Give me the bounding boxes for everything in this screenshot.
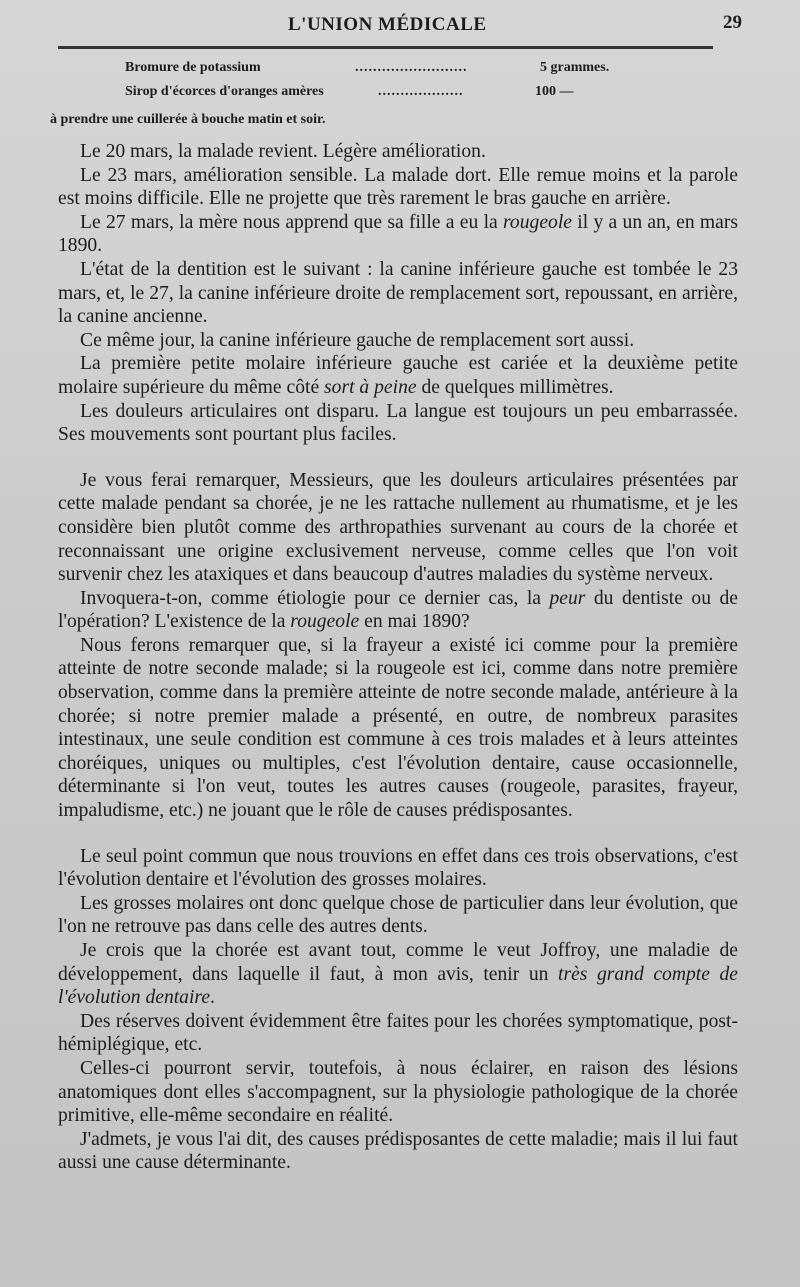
paragraph [58, 939, 738, 1010]
dosage-instruction: à prendre une cuillerée à bouche matin et soir. [50, 112, 326, 127]
italic-term: sort à peine [324, 376, 417, 398]
text-run: en mai 1890? [359, 611, 470, 633]
running-header [58, 12, 742, 42]
paragraph: J'admets, je vous l'ai dit, des causes prédisposantes de cette maladie; mais il lui faut aussi une cause déterminante. [58, 1128, 738, 1174]
drug-quantity: 100 — [535, 84, 574, 99]
paragraph: Le 23 mars, amélioration sensible. La malade dort. Elle remue moins et la parole est moins difficile. Elle ne projette que très rarement le bras gauche en arrière. [58, 164, 738, 210]
text-run: La première petite molaire inférieure gauche est cariée et la deuxième petite molaire supérieure du même côté [58, 353, 738, 398]
paragraph: Les grosses molaires ont donc quelque chose de particulier dans leur évolution, que l'on ne retrouve pas dans celle des autres dents. [58, 892, 738, 938]
paragraph [58, 587, 738, 634]
prescription-block [50, 60, 740, 136]
paragraph: Celles-ci pourront servir, toutefois, à nous éclairer, en raison des lésions anatomiques dont elles s'accompagnent, sur la physiologie pathologique de la chorée primitive, elle-même secondaire en réalité. [58, 1057, 738, 1127]
text-run: Invoquera-t-on, comme étiologie pour ce dernier cas, la [80, 587, 550, 609]
header-rule [58, 46, 713, 49]
drug-name: Bromure de potassium [125, 60, 261, 75]
paragraph: Le seul point commun que nous trouvions en effet dans ces trois observations, c'est l'évolution dentaire et l'évolution des grosses molaires. [58, 845, 738, 891]
journal-title: L'UNION MÉDICALE [288, 14, 487, 35]
paragraph: Des réserves doivent évidemment être faites pour les chorées symptomatique, post-hémiplégique, etc. [58, 1010, 738, 1056]
section-gap [58, 823, 738, 845]
italic-term: peur [549, 587, 586, 609]
page-number: 29 [723, 12, 742, 33]
text-run: . [210, 987, 215, 1009]
text-run: il y a un an, en mars 1890. [58, 211, 738, 257]
leader-dots: ................... [378, 84, 464, 99]
article-body [58, 140, 738, 1175]
italic-term: très grand compte de l'évolution dentaire [58, 963, 738, 1009]
prescription-row [50, 84, 740, 108]
paragraph: Je vous ferai remarquer, Messieurs, que les douleurs articulaires présentées par cette malade pendant sa chorée, je ne les rattache nullement au rhumatisme, et je les considère bien plutôt comme des arthropathies survenant au cours de la chorée et reconnaissant une origine exclusivement nerveuse, comme celles que l'on voit survenir chez les ataxiques et dans beaucoup d'autres maladies du système nerveux. [58, 469, 738, 586]
drug-quantity: 5 grammes. [540, 60, 610, 75]
paragraph: L'état de la dentition est le suivant : la canine inférieure gauche est tombée le 23 mars, et, le 27, la canine inférieure droite de remplacement sort, repoussant, en arrière, la canine ancienne. [58, 258, 738, 328]
paragraph: Ce même jour, la canine inférieure gauche de remplacement sort aussi. [80, 329, 635, 351]
paragraph: Les douleurs articulaires ont disparu. La langue est toujours un peu embarrassée. Ses mouvements sont pourtant plus faciles. [58, 400, 738, 446]
prescription-row [50, 60, 740, 84]
drug-name: Sirop d'écorces d'oranges amères [125, 84, 324, 99]
text-run: Je crois que la chorée est avant tout, comme le veut Joffroy, une maladie de développement, dans laquelle il faut, à mon avis, tenir un [58, 940, 738, 985]
paragraph [58, 211, 738, 258]
paragraph: Nous ferons remarquer que, si la frayeur a existé ici comme pour la première atteinte de notre seconde malade; si la rougeole est ici, comme dans notre première observation, comme dans la première atteinte de notre seconde malade, antérieure à la chorée; si notre premier malade a présenté, en outre, de nombreux parasites intestinaux, une seule condition est commune à ces trois malades et à leurs atteintes choréiques, uniques ou multiples, c'est l'évolution dentaire, cause occasionnelle, déterminante si l'on veut, toutes les autres causes (rougeole, parasites, frayeur, impaludisme, etc.) ne jouant que le rôle de causes prédisposantes. [58, 634, 738, 822]
text-run: Le 27 mars, la mère nous apprend que sa fille a eu la [80, 211, 504, 233]
italic-term: rougeole [290, 611, 360, 633]
text-run: de quelques millimètres. [416, 376, 614, 398]
italic-term: rougeole [503, 211, 572, 233]
paragraph: Le 20 mars, la malade revient. Légère amélioration. [80, 141, 486, 162]
paragraph [58, 352, 738, 399]
section-gap [58, 447, 738, 469]
leader-dots: ......................... [355, 60, 468, 75]
text-run: du dentiste ou de l'opération? L'existence de la [58, 587, 738, 633]
